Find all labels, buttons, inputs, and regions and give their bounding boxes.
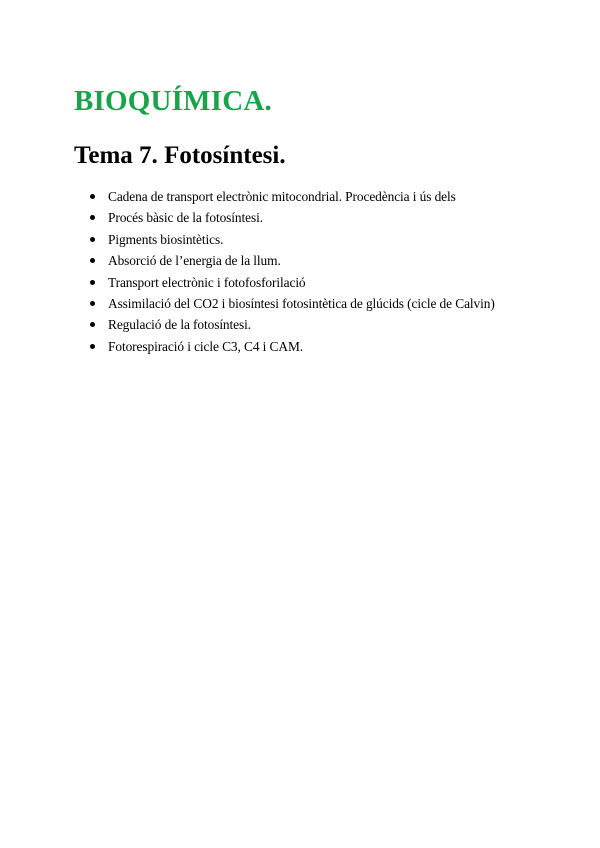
bullet-icon <box>90 237 95 242</box>
bullet-icon <box>90 194 95 199</box>
course-title: BIOQUÍMICA. <box>74 85 272 117</box>
list-item <box>90 272 495 293</box>
list-item-text: Fotorespiració i cicle C3, C4 i CAM. <box>108 338 304 354</box>
list-item-text: Procés bàsic de la fotosíntesi. <box>108 210 263 226</box>
list-item-text: Regulació de la fotosíntesi. <box>108 317 251 333</box>
list-item <box>90 293 495 314</box>
bullet-icon <box>90 322 95 327</box>
list-item-text: Transport electrònic i fotofosforilació <box>108 274 306 290</box>
topic-number: Tema 7. <box>74 142 158 169</box>
list-item-text: Pigments biosintètics. <box>108 231 224 247</box>
bullet-icon <box>90 344 95 349</box>
list-item <box>90 229 495 250</box>
bullet-icon <box>90 215 95 220</box>
list-item <box>90 186 495 207</box>
topic-heading <box>74 141 286 171</box>
list-item-text: Absorció de l’energia de la llum. <box>108 253 281 269</box>
list-item-text: Assimilació del CO2 i biosíntesi fotosintètica de glúcids (cicle de Calvin) <box>108 295 495 311</box>
bullet-icon <box>90 258 95 263</box>
topic-list <box>90 186 495 357</box>
bullet-icon <box>90 301 95 306</box>
list-item <box>90 336 495 357</box>
topic-name: Fotosíntesi. <box>164 142 286 169</box>
list-item <box>90 207 495 228</box>
list-item <box>90 250 495 271</box>
list-item <box>90 314 495 335</box>
bullet-icon <box>90 280 95 285</box>
list-item-text: Cadena de transport electrònic mitocondrial. Procedència i ús dels <box>108 189 456 204</box>
